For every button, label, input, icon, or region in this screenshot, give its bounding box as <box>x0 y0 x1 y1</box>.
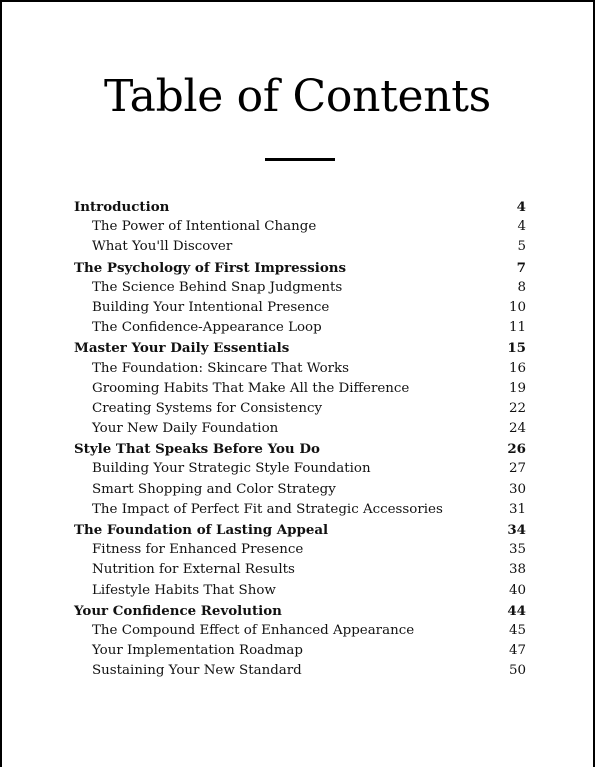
toc-entry-page-number: 10 <box>508 299 526 315</box>
toc-entry-title: Sustaining Your New Standard <box>92 663 302 679</box>
toc-section-entry[interactable] <box>74 581 526 601</box>
toc-chapter-entry[interactable] <box>74 439 526 459</box>
toc-entry-page-number: 22 <box>508 400 526 416</box>
toc-section-entry[interactable] <box>74 480 526 500</box>
toc-entry-page-number: 27 <box>508 461 526 477</box>
toc-entry-page-number: 38 <box>508 562 526 578</box>
toc-section-entry[interactable] <box>74 379 526 399</box>
toc-chapter-entry[interactable] <box>74 258 526 278</box>
toc-entry-title: The Science Behind Snap Judgments <box>92 279 343 295</box>
toc-entry-title: The Psychology of First Impressions <box>74 259 347 276</box>
toc-entry-page-number: 50 <box>508 663 526 679</box>
toc-entry-page-number: 8 <box>517 279 526 295</box>
toc-chapter-entry[interactable] <box>74 601 526 621</box>
toc-section-entry[interactable] <box>74 621 526 641</box>
toc-entry-page-number: 35 <box>508 542 526 558</box>
toc-entry-page-number: 45 <box>508 622 526 638</box>
page-title: Table of Contents <box>104 71 491 122</box>
toc-section-entry[interactable] <box>74 237 526 257</box>
toc-entry-title: The Compound Effect of Enhanced Appearance <box>92 622 415 638</box>
toc-entry-page-number: 7 <box>516 259 526 276</box>
toc-entry-title: Style That Speaks Before You Do <box>74 441 320 458</box>
toc-entry-title: The Power of Intentional Change <box>92 219 317 235</box>
toc-entry-page-number: 11 <box>508 320 526 336</box>
toc-section-entry[interactable] <box>74 500 526 520</box>
toc-chapter-entry[interactable] <box>74 197 526 217</box>
toc-chapter-entry[interactable] <box>74 520 526 540</box>
toc-entry-title: Smart Shopping and Color Strategy <box>92 481 336 497</box>
toc-entry-title: Your New Daily Foundation <box>92 421 279 437</box>
toc-entry-title: Your Confidence Revolution <box>74 602 282 619</box>
toc-section-entry[interactable] <box>74 459 526 479</box>
toc-entry-title: Lifestyle Habits That Show <box>92 582 276 598</box>
toc-entry-title: The Confidence-Appearance Loop <box>92 320 322 336</box>
toc-entry-title: Fitness for Enhanced Presence <box>92 542 304 558</box>
toc-entry-page-number: 19 <box>508 380 526 396</box>
title-divider <box>265 158 335 161</box>
toc-entry-title: Your Implementation Roadmap <box>92 643 303 659</box>
toc-section-entry[interactable] <box>74 661 526 681</box>
toc-entry-page-number: 30 <box>508 481 526 497</box>
toc-entry-page-number: 34 <box>507 522 526 538</box>
toc-section-entry[interactable] <box>74 560 526 580</box>
toc-section-entry[interactable] <box>74 641 526 661</box>
toc-entry-page-number: 26 <box>507 441 526 458</box>
toc-entry-page-number: 44 <box>507 602 526 619</box>
toc-entry-title: Grooming Habits That Make All the Difference <box>92 380 410 396</box>
toc-section-entry[interactable] <box>74 278 526 298</box>
toc-section-entry[interactable] <box>74 359 526 379</box>
toc-entry-title: Nutrition for External Results <box>92 562 295 578</box>
toc-entry-page-number: 4 <box>516 199 526 215</box>
table-of-contents <box>74 197 526 682</box>
toc-entry-title: Building Your Intentional Presence <box>92 299 330 315</box>
toc-chapter-entry[interactable] <box>74 338 526 358</box>
toc-section-entry[interactable] <box>74 540 526 560</box>
toc-entry-title: Creating Systems for Consistency <box>92 400 323 416</box>
toc-section-entry[interactable] <box>74 217 526 237</box>
toc-entry-page-number: 47 <box>508 643 526 659</box>
toc-entry-title: Building Your Strategic Style Foundation <box>92 461 371 477</box>
toc-entry-page-number: 24 <box>508 421 526 437</box>
toc-entry-title: What You'll Discover <box>92 239 233 255</box>
toc-entry-title: The Impact of Perfect Fit and Strategic Accessories <box>92 501 443 517</box>
toc-section-entry[interactable] <box>74 318 526 338</box>
toc-section-entry[interactable] <box>74 399 526 419</box>
toc-entry-title: Master Your Daily Essentials <box>74 340 290 357</box>
toc-entry-page-number: 5 <box>517 239 526 255</box>
toc-entry-page-number: 31 <box>508 501 526 517</box>
toc-entry-title: Introduction <box>74 199 170 215</box>
toc-entry-page-number: 15 <box>507 340 526 357</box>
toc-section-entry[interactable] <box>74 298 526 318</box>
toc-entry-title: The Foundation: Skincare That Works <box>92 360 350 376</box>
toc-entry-page-number: 4 <box>517 219 526 235</box>
toc-entry-page-number: 40 <box>508 582 526 598</box>
toc-section-entry[interactable] <box>74 419 526 439</box>
toc-entry-title: The Foundation of Lasting Appeal <box>74 522 329 538</box>
toc-entry-page-number: 16 <box>508 360 526 376</box>
